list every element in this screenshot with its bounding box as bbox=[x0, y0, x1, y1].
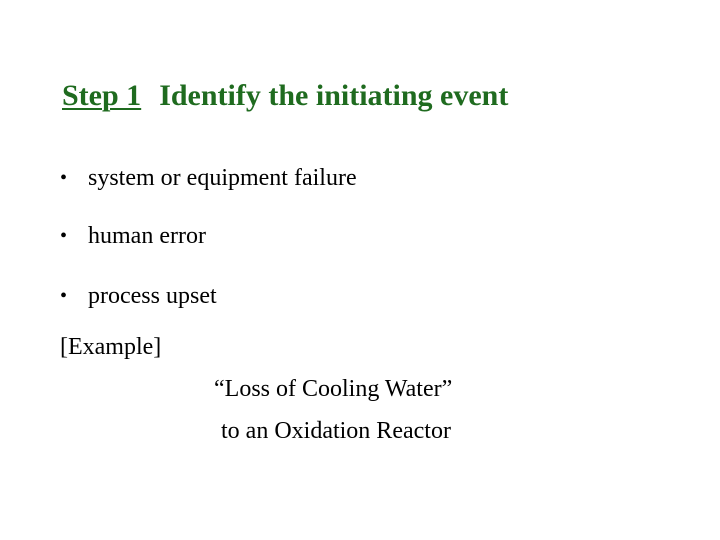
bullet-text: system or equipment failure bbox=[88, 165, 357, 191]
example-context: to an Oxidation Reactor bbox=[221, 418, 451, 444]
slide-title bbox=[62, 76, 508, 116]
step-label: Step 1 bbox=[62, 79, 142, 112]
title-text: Identify the initiating event bbox=[159, 79, 509, 112]
bullet-marker: • bbox=[60, 225, 68, 247]
bullet-item bbox=[60, 280, 357, 312]
bullet-item bbox=[60, 220, 357, 252]
example-quote: “Loss of Cooling Water” bbox=[214, 376, 453, 402]
bullet-marker: • bbox=[60, 285, 68, 307]
bullet-list bbox=[60, 162, 357, 338]
bullet-item bbox=[60, 162, 357, 194]
bullet-marker: • bbox=[60, 167, 68, 189]
example-label: [Example] bbox=[60, 334, 162, 360]
bullet-text: human error bbox=[88, 223, 206, 249]
bullet-text: process upset bbox=[88, 283, 217, 309]
